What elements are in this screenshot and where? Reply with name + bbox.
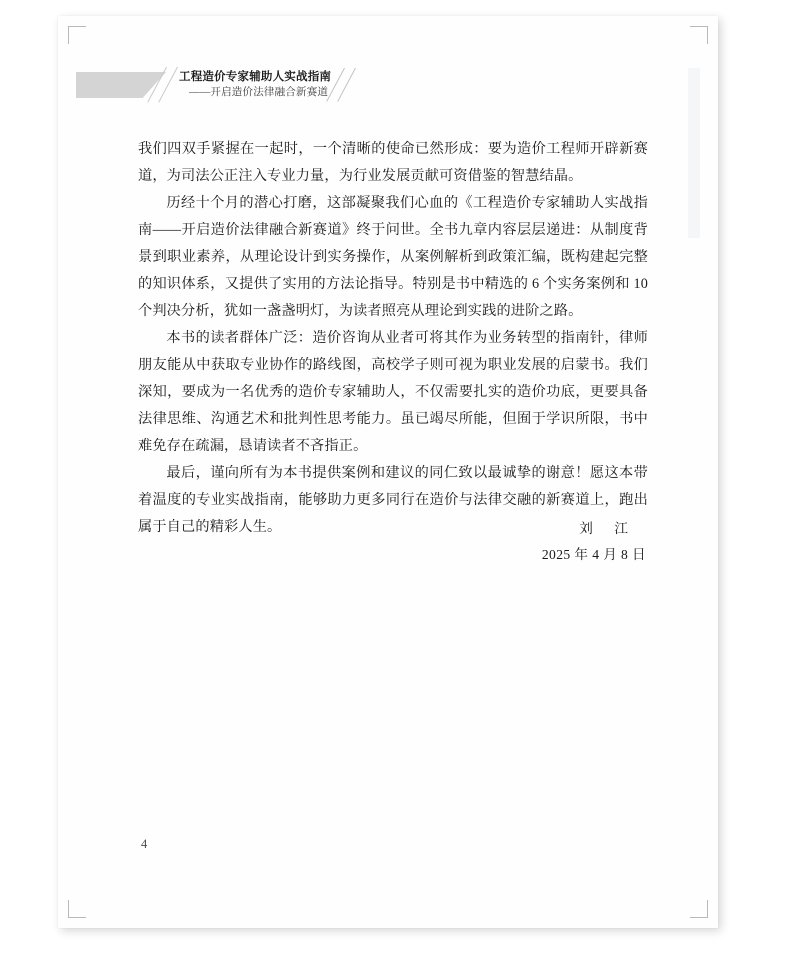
signature-author-name: 刘 江 [579,521,632,536]
signature-block [542,516,646,568]
page-number: 4 [141,837,148,851]
crop-mark-top-right-icon [690,26,708,44]
crop-mark-bottom-right-icon [690,900,708,918]
running-head-title: 工程造价专家辅助人实战指南 [179,71,332,83]
body-paragraph: 我们四双手紧握在一起时，一个清晰的使命已然形成：要为造价工程师开辟新赛道，为司法公正注入专业力量，为行业发展贡献可资借鉴的智慧结晶。 [138,141,648,184]
page-edge-strip [688,68,700,238]
running-head-right-slashes-icon [339,70,375,104]
running-head [76,70,688,110]
crop-mark-bottom-left-icon [68,900,86,918]
body-paragraph: 最后，谨向所有为本书提供案例和建议的同仁致以最诚挚的谢意！愿这本带着温度的专业实战指南，能够助力更多同行在造价与法律交融的新赛道上，跑出属于自己的精彩人生。 [138,465,648,535]
signature-date: 2025 年 4 月 8 日 [541,547,646,562]
running-head-subtitle: ——开启造价法律融合新赛道 [189,87,329,98]
body-text-block [138,136,648,541]
running-head-titles [179,70,331,100]
body-paragraph: 本书的读者群体广泛：造价咨询从业者可将其作为业务转型的指南针，律师朋友能从中获取专业协作的路线图，高校学子则可视为职业发展的启蒙书。我们深知，要成为一名优秀的造价专家辅助人，不仅需要扎实的造价功底，更要具备法律思维、沟通艺术和批判性思考能力。虽已竭尽所能，但囿于学识所限，书中难免存在疏漏，恳请读者不吝指正。 [138,330,648,454]
crop-mark-top-left-icon [68,26,86,44]
document-page [58,16,718,928]
body-paragraph: 历经十个月的潜心打磨，这部凝聚我们心血的《工程造价专家辅助人实战指南——开启造价法律融合新赛道》终于问世。全书九章内容层层递进：从制度背景到职业素养，从理论设计到实务操作，从案例解析到政策汇编，既构建起完整的知识体系，又提供了实用的方法论指导。特别是书中精选的 6 个实务案例和 10 个判决分析，犹如一盏盏明灯，为读者照亮从理论到实践的进阶之路。 [138,195,648,319]
